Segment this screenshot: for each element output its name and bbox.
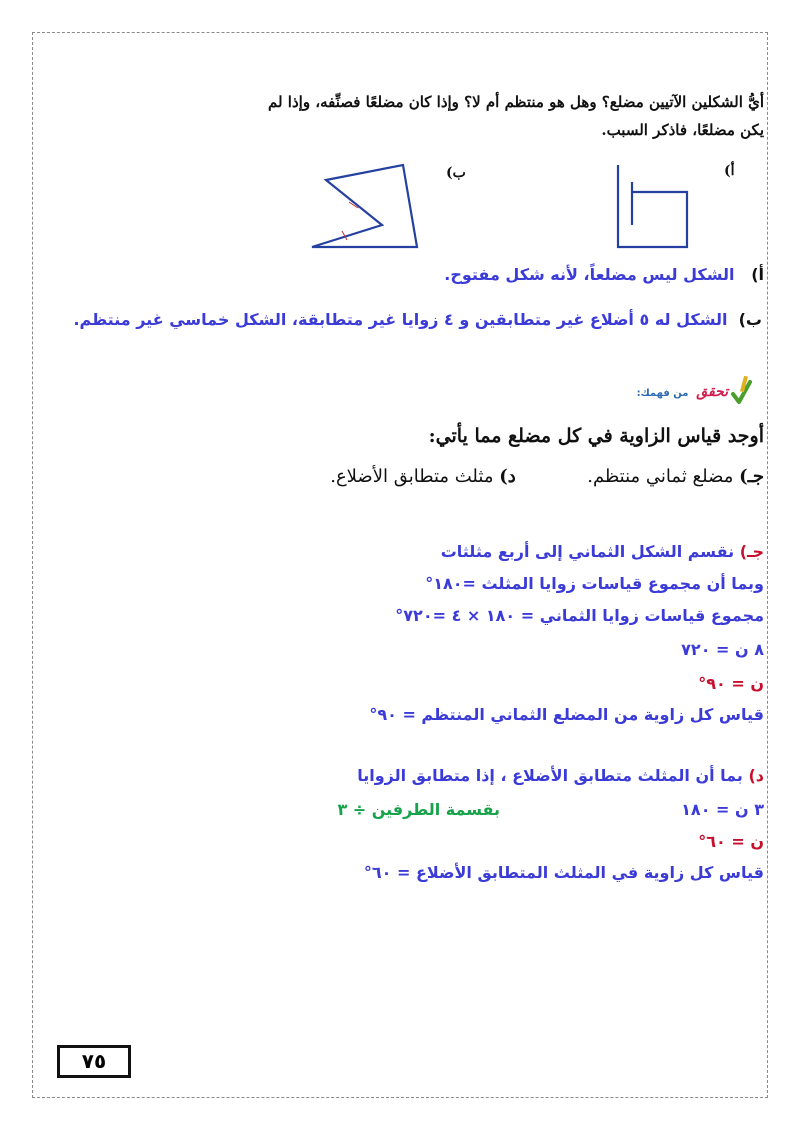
- solution-c-text-1: نقسم الشكل الثماني إلى أربع مثلثات: [440, 542, 735, 561]
- solution-d-note: بقسمة الطرفين ÷ ٣: [337, 800, 500, 819]
- part-c-label: جـ): [739, 466, 764, 487]
- solution-c-line-4: ٨ ن = ٧٢٠: [681, 640, 764, 659]
- solution-d-line-2: ٣ ن = ١٨٠: [681, 800, 764, 819]
- answer-a-text: الشكل ليس مضلعاً، لأنه شكل مفتوح.: [444, 265, 735, 284]
- answer-b: [73, 310, 762, 329]
- answer-a-label: أ): [751, 265, 764, 284]
- check-understanding-title: [637, 384, 728, 400]
- figure-label-b: ب): [446, 165, 466, 181]
- part-c-text: مضلع ثماني منتظم.: [587, 466, 734, 487]
- solution-d-line-3: ن = ٦٠°: [698, 832, 764, 851]
- question2-parts: [330, 466, 764, 487]
- checkmark-pencil-icon: [730, 376, 752, 406]
- check-title-text: تحقق: [696, 384, 728, 400]
- solution-c-line-5: ن = ٩٠°: [698, 674, 764, 693]
- question-line-2: يكن مضلعًا، فاذكر السبب.: [601, 121, 764, 139]
- check-subtitle: من فهمك:: [636, 388, 689, 399]
- figure-b-pentagon: [300, 160, 430, 260]
- solution-d-label: د): [748, 766, 764, 785]
- page-number: ٧٥: [57, 1045, 131, 1078]
- figure-label-a: أ): [724, 163, 735, 179]
- part-d-text: مثلث متطابق الأضلاع.: [330, 466, 494, 487]
- part-d-label: د): [499, 466, 516, 487]
- solution-c-line-6: قياس كل زاوية من المضلع الثماني المنتظم = ٩٠°: [369, 705, 764, 724]
- solution-c-line-1: [441, 542, 764, 561]
- solution-c-line-2: وبما أن مجموع قياسات زوايا المثلث =١٨٠°: [425, 574, 764, 593]
- solution-d-line-1: [357, 766, 764, 785]
- answer-a: [444, 265, 764, 284]
- solution-d-line-4: قياس كل زاوية في المثلث المتطابق الأضلاع = ٦٠°: [363, 863, 764, 882]
- solution-d-text-1: بما أن المثلث متطابق الأضلاع ، إذا متطابق الزوايا: [357, 766, 743, 785]
- answer-b-label: ب): [738, 310, 762, 329]
- answer-b-text: الشكل له ٥ أضلاع غير متطابقين و ٤ زوايا غير متطابقة، الشكل خماسي غير منتظم.: [73, 310, 728, 329]
- question2-title: أوجد قياس الزاوية في كل مضلع مما يأتي:: [428, 425, 764, 447]
- solution-c-label: جـ): [739, 542, 764, 561]
- question-line-1: أيُّ الشكلين الآتيين مضلع؟ وهل هو منتظم أم لا؟ وإذا كان مضلعًا فصنِّفه، وإذا لم: [268, 93, 764, 111]
- figure-a-open-shape: [600, 160, 710, 260]
- solution-c-line-3: مجموع قياسات زوايا الثماني = ١٨٠ × ٤ =٧٢٠°: [395, 606, 764, 625]
